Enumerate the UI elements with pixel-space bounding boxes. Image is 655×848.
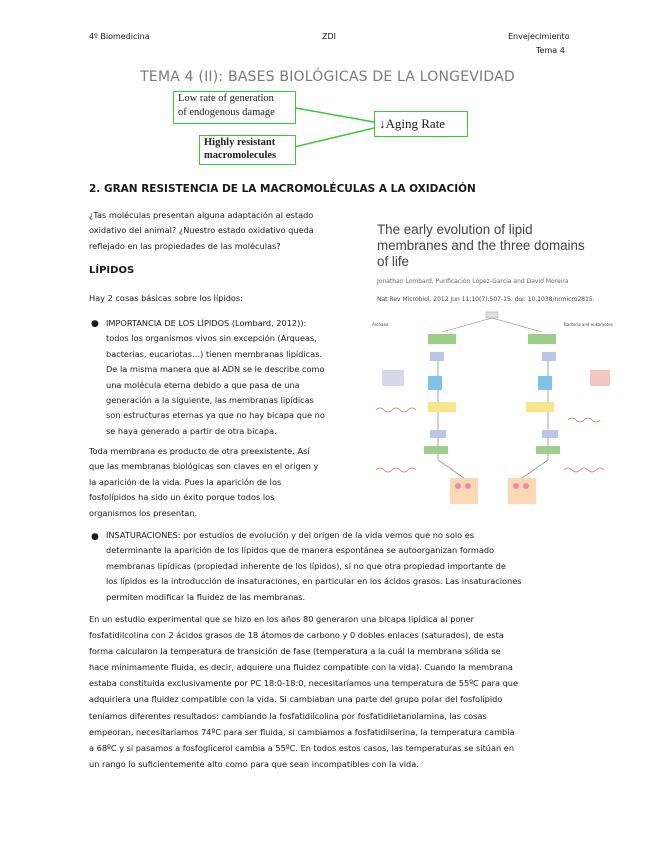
section-heading: 2. GRAN RESISTENCIA DE LA MACROMOLÉCULAS A LA OXIDACIÓN [89,183,476,195]
diagram-box-low-damage [173,91,296,124]
paragraph-line: la aparición de la vida. Pues la aparición de los [89,476,282,487]
header-left: 4º Biomedicina [89,32,150,41]
paragraph-line: que las membranas biológicas son claves en el origen y [89,461,319,472]
bullet-line: se haya generado a partir de otra bicapa. [106,425,277,436]
bullet-line: todos los organismos vivos sin excepción (Arqueas, [106,333,317,344]
paragraph-membrana [89,444,337,521]
bullet-line: generación a la siguiente, las membranas lipídicas [106,395,314,406]
bullet-line: una molécula eterna debido a que pasa de una [106,379,300,390]
intro-line: oxidativo del animal? ¿Nuestro estado oxidativo queda [89,225,314,236]
paragraph-line: un rango lo suficientemente alto como para que sean incompatibles con la vida. [89,758,419,769]
paragraph-line: organismos los presentan. [89,507,198,518]
paragraph-line: fosfolípidos ha sido un éxito porque todos los [89,492,275,503]
paragraph-line: hace mínimamente fluida, es decir, adquiere una fluidez compatible con la vida). Cuando la membrana [89,662,513,673]
figure-title-line: The early evolution of lipid [377,222,533,237]
bullet-line: IMPORTANCIA DE LOS LÍPIDOS (Lombard, 2012)): [106,318,307,328]
diagram-box-resistant-l1: Highly resistant [204,137,276,148]
bullet-line: bacterias, eucariotas…) tienen membranas lipídicas. [106,348,323,359]
figure-authors: Jonathan Lombard, Purificación López-García and David Moreira [377,278,569,285]
concept-diagram-connectors [0,0,655,180]
lipidos-intro: Hay 2 cosas básicas sobre los lípidos: [89,293,243,303]
bullet-line: son estructuras eternas ya que no hay bicapa que no [106,410,325,421]
header-right-1: Envejecimiento [508,32,570,41]
bullet-insaturaciones [106,528,564,605]
paragraph-line: teníamos diferentes resultados: cambiando la fosfatidilcolina por fosfatidiletanolamina, las cosas [89,710,487,721]
paragraph-line: empeoran, necesitaríamos 74ºC para ser fluida, si cambiamos a fosfatidilserina, la temperatura cambia [89,726,515,737]
paragraph-line: adquiriera una fluidez compatible con la vida. Si cambiaban una parte del grupo polar del fosfolípido [89,694,503,705]
paragraph-line: Toda membrana es producto de otra preexistente. Así [89,446,310,456]
bullet-line: determinante la aparición de los lípidos que de manera espontánea se autoorganizan formado [106,545,495,556]
diagram-box-resistant-l2: macromolecules [204,150,277,161]
figure-pathway-diagram [368,310,618,510]
paragraph-line: a 68ºC y si pasamos a fosfoglicerol cambia a 55ºC. En todos estos casos, las temperaturas se sitúan en [89,742,515,753]
figure-title [377,222,627,270]
header-center: ZDI [322,32,336,41]
paragraph-line: En un estudio experimental que se hizo en los años 80 generaron una bicapa lipídica al poner [89,614,474,624]
paragraph-line: forma calcularon la temperatura de transición de fase (temperatura a la cuál la membrana sólida se [89,646,501,657]
figure-title-line: of life [377,254,410,269]
figure-title-line: membranes and the three domains [377,238,585,253]
intro-paragraph [89,208,339,254]
bullet-importancia [106,316,337,439]
page-title: TEMA 4 (II): BASES BIOLÓGICAS DE LA LONGEVIDAD [140,69,515,85]
intro-line: ¿Tas moléculas presentan alguna adaptación al estado [89,210,314,220]
paragraph-line: estaba constituida exclusivamente por PC 18:0-18:0, necesitaríamos una temperatura de 55ºC para que [89,678,518,689]
diagram-box-resistant [199,135,296,165]
bullet-line: INSATURACIONES: por estudios de evolución y del origen de la vida vemos que no solo es [106,530,475,540]
figure-label-bacteria: Bacteria and eukaryotes [564,322,613,327]
paragraph-line: fosfatidilcolina con 2 ácidos grasos de 18 átomos de carbono y 0 dobles enlaces (saturados), de esta [89,630,504,641]
bullet-line: De la misma manera que al ADN se le describe como [106,364,325,375]
header-right-2: Tema 4 [536,46,565,55]
intro-line: reflejado en las propiedades de las moléculas? [89,240,281,251]
figure-reference: Nat Rev Microbiol. 2012 Jun 11;10(7):507-15. doi: 10.1038/nrmicro2815. [377,296,595,303]
bullet-line: permiten modificar la fluidez de las membranas. [106,591,306,602]
paragraph-estudio [89,611,564,772]
lipidos-heading: LÍPIDOS [89,265,135,276]
bullet-icon: ● [91,532,99,542]
bullet-icon: ● [91,319,99,329]
bullet-line: membranas lipídicas (propiedad inherente de los lípidos), si no que otra propiedad importante de [106,560,506,571]
bullet-line: los lípidos es la introducción de insaturaciones, en particular en los ácidos grasos. Las insaturaciones [106,576,522,587]
diagram-box-low-damage-l1: Low rate of generation [178,93,274,104]
diagram-box-low-damage-l2: of endogenous damage [178,107,275,118]
diagram-box-aging-rate: ↓Aging Rate [374,111,468,137]
figure-label-archaea: Archaea [372,322,389,327]
